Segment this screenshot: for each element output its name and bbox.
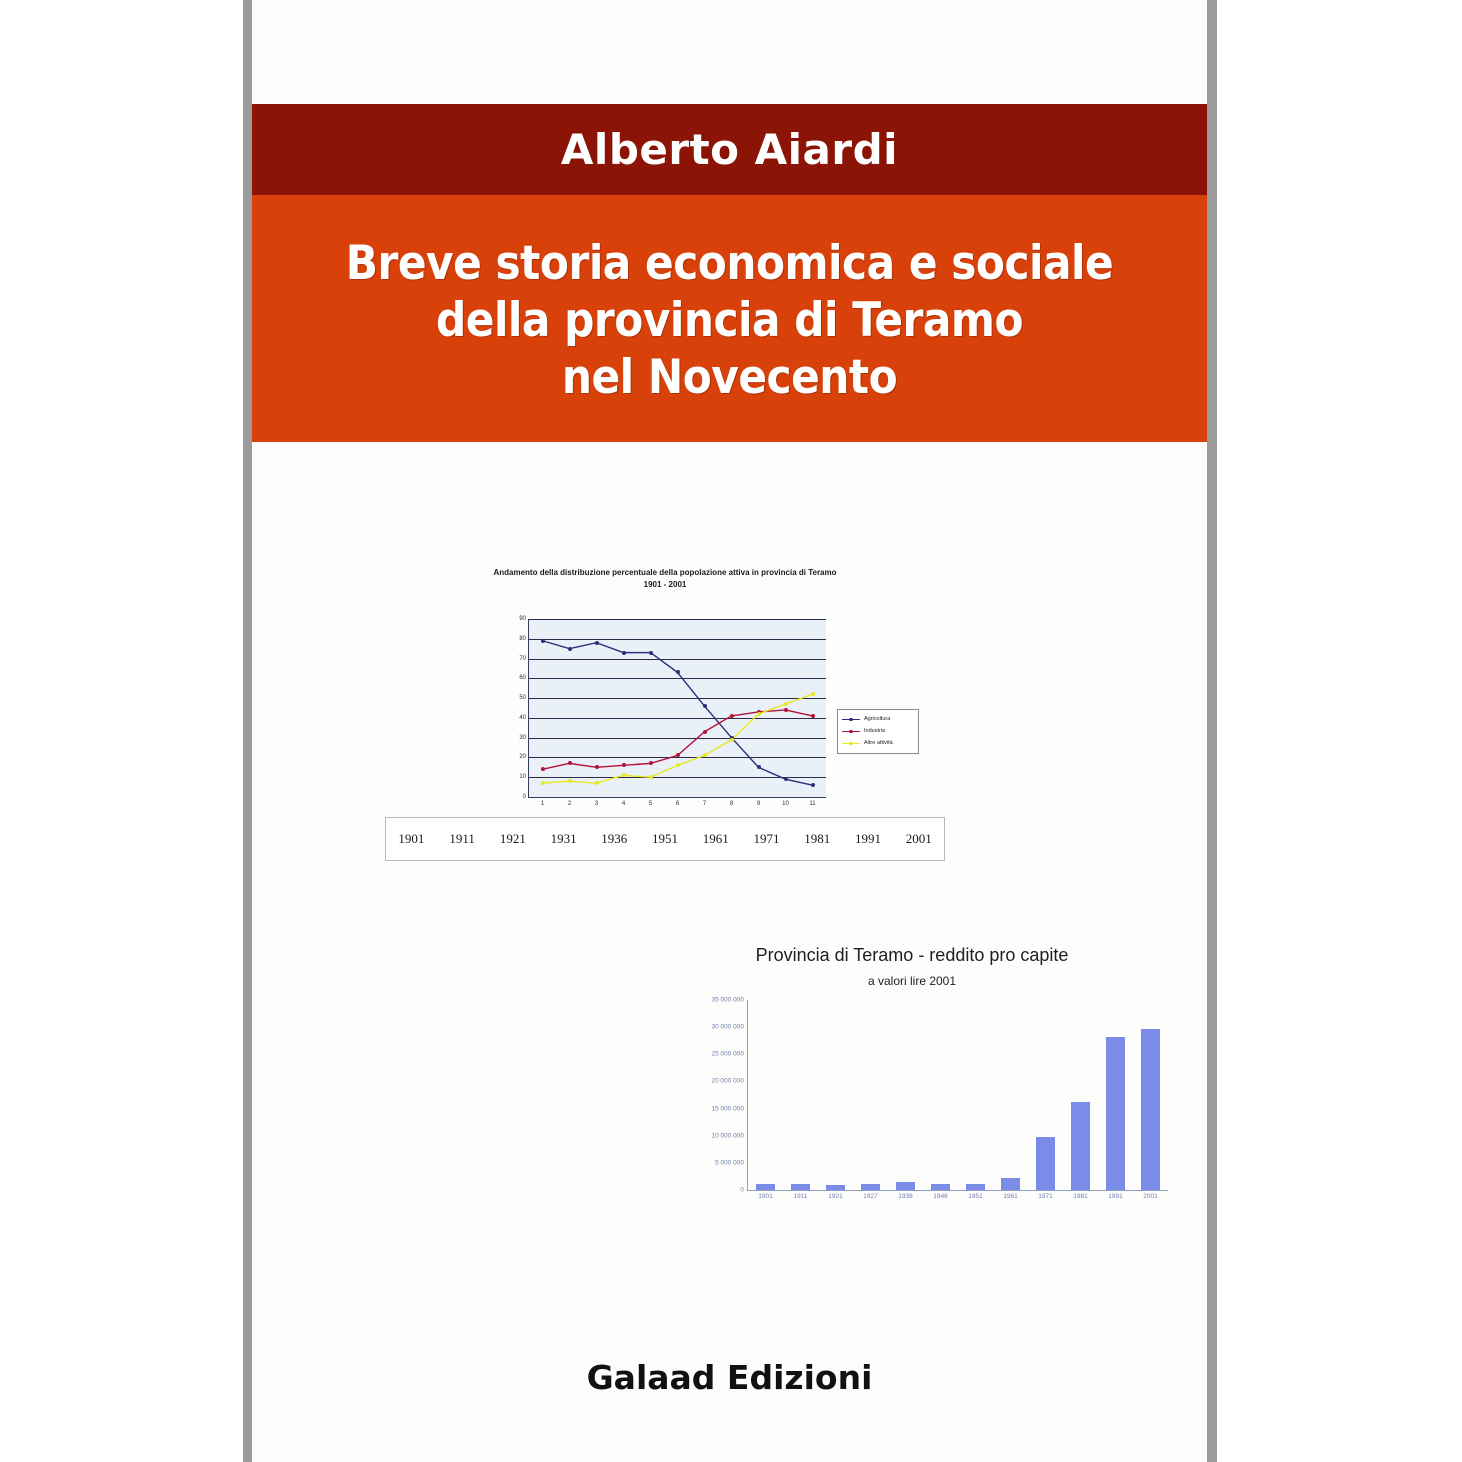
bar (1036, 1137, 1055, 1190)
bar-chart-x-tick-label: 1946 (933, 1193, 948, 1200)
legend-item-agricoltura (842, 713, 914, 725)
data-point-marker (730, 738, 734, 742)
data-point-marker (649, 651, 653, 655)
bar (756, 1184, 775, 1190)
data-point-marker (676, 670, 680, 674)
x-axis-tick-label: 10 (782, 801, 789, 807)
cover-frame-right (1207, 0, 1217, 1462)
data-point-marker (703, 753, 707, 757)
data-point-marker (676, 753, 680, 757)
y-axis-tick-label: 20 (519, 754, 526, 761)
x-axis-tick-label: 2 (567, 801, 572, 807)
bar-chart-x-tick-label: 1961 (1003, 1193, 1018, 1200)
x-axis-tick-label: 11 (809, 801, 816, 807)
bar-chart-x-tick-label: 1991 (1108, 1193, 1123, 1200)
year-label-cell: 1951 (652, 831, 679, 846)
publisher-name: Galaad Edizioni (586, 1358, 873, 1397)
bar (1106, 1037, 1125, 1190)
year-label-table (385, 817, 945, 861)
bar (791, 1184, 810, 1190)
author-name: Alberto Aiardi (560, 125, 899, 174)
bar-chart-y-tick-label: 20 000 000 (711, 1077, 744, 1085)
bar (1141, 1029, 1160, 1190)
bar-chart-x-tick-label: 1901 (758, 1193, 773, 1200)
data-point-marker (568, 779, 572, 783)
bar-chart-x-tick-label: 1927 (863, 1193, 878, 1200)
data-point-marker (784, 777, 788, 781)
data-point-marker (811, 692, 815, 696)
cover-front (252, 0, 1207, 1462)
data-point-marker (676, 763, 680, 767)
year-label-cell: 1911 (449, 831, 475, 846)
bar (931, 1184, 950, 1190)
legend-item-altre-attivita (842, 737, 914, 749)
data-point-marker (622, 651, 626, 655)
bar-chart-income (627, 945, 1197, 1245)
cover-frame-left (243, 0, 252, 1462)
data-point-marker (568, 761, 572, 765)
year-label-cell: 1921 (499, 831, 526, 846)
bar-chart-plot-area (711, 996, 1168, 1200)
y-axis-tick-label: 80 (519, 635, 526, 642)
data-point-marker (622, 773, 626, 777)
bar-chart-y-tick-label: 10 000 000 (711, 1132, 744, 1140)
data-point-marker (784, 708, 788, 712)
year-label-cell: 1961 (702, 831, 729, 846)
bar-chart-x-tick-label: 1951 (968, 1193, 983, 1200)
y-axis-tick-label: 90 (519, 616, 526, 622)
data-point-marker (703, 704, 707, 708)
line-chart-title-text: Andamento della distribuzione percentuale della popolazione attiva in provincia di Teramo (493, 568, 837, 577)
y-axis-tick-label: 30 (519, 734, 526, 741)
legend-swatch-altre-attivita (842, 743, 860, 744)
legend-label-altre-attivita: Altre attività (864, 740, 893, 746)
book-title-line-3: nel Novecento (561, 350, 898, 406)
line-chart-population (385, 567, 1025, 912)
data-point-marker (730, 714, 734, 718)
data-point-marker (541, 781, 545, 785)
year-label-cell: 1936 (601, 831, 628, 846)
bar-chart-y-tick-label: 30 000 000 (711, 1023, 744, 1031)
bar-chart-x-tick-label: 1911 (793, 1193, 808, 1200)
legend-label-agricoltura: Agricoltura (864, 716, 891, 722)
year-label-cell: 1981 (804, 831, 831, 846)
data-point-marker (811, 783, 815, 787)
y-axis-tick-label: 50 (519, 695, 526, 702)
y-axis-tick-label: 70 (519, 655, 526, 662)
data-point-marker (703, 730, 707, 734)
y-axis-tick-label: 0 (522, 794, 526, 800)
bar-chart-x-tick-label: 1971 (1038, 1193, 1053, 1200)
line-chart-subtitle-text: 1901 - 2001 (643, 580, 687, 589)
legend-swatch-industria (842, 731, 860, 732)
bar-chart-y-tick-label: 15 000 000 (711, 1105, 744, 1113)
bar-chart-x-tick-label: 2001 (1143, 1193, 1158, 1200)
bar (1001, 1178, 1020, 1190)
line-chart-legend (837, 709, 919, 754)
bar (826, 1185, 845, 1190)
data-point-marker (595, 781, 599, 785)
x-axis-tick-label: 8 (729, 801, 734, 807)
data-point-marker (595, 765, 599, 769)
year-label-cell: 1971 (753, 831, 780, 846)
legend-label-industria: Industria (864, 728, 886, 734)
bar (861, 1184, 880, 1191)
line-series-svg (529, 619, 826, 797)
bar-chart-y-tick-label: 5 000 000 (715, 1159, 744, 1167)
bar-chart-y-tick-label: 0 (740, 1186, 744, 1194)
data-point-marker (649, 775, 653, 779)
y-axis-tick-label: 10 (519, 774, 526, 781)
x-axis-tick-label: 3 (594, 801, 599, 807)
y-axis-tick-label: 40 (519, 714, 526, 721)
y-axis-tick-label: 60 (519, 675, 526, 682)
book-title-line-1: Breve storia economica e sociale (345, 235, 1114, 291)
year-label-cell: 1901 (398, 831, 425, 846)
line-chart-plot-area (519, 616, 826, 807)
data-point-marker (784, 702, 788, 706)
data-point-marker (622, 763, 626, 767)
x-axis-tick-label: 1 (540, 801, 545, 807)
x-axis-tick-label: 6 (675, 801, 680, 807)
bar-chart-x-tick-label: 1981 (1073, 1193, 1088, 1200)
bar (896, 1182, 915, 1190)
data-point-marker (649, 761, 653, 765)
data-point-marker (595, 641, 599, 645)
x-axis-tick-label: 7 (702, 801, 707, 807)
x-axis-tick-label: 5 (648, 801, 653, 807)
bar-chart-y-tick-label: 35 000 000 (711, 996, 744, 1004)
bar-chart-x-tick-label: 1938 (898, 1193, 913, 1200)
bar-chart-y-tick-label: 25 000 000 (711, 1050, 744, 1058)
x-axis-tick-label: 9 (756, 801, 761, 807)
bar (966, 1184, 985, 1191)
data-point-marker (568, 647, 572, 651)
x-axis-tick-label: 4 (621, 801, 626, 807)
data-point-marker (757, 712, 761, 716)
legend-swatch-agricoltura (842, 719, 860, 720)
year-label-cell: 2001 (905, 831, 932, 846)
author-band (252, 104, 1207, 195)
bar-chart-title: Provincia di Teramo - reddito pro capite (755, 945, 1069, 965)
bar-chart-subtitle: a valori lire 2001 (867, 974, 957, 988)
data-point-marker (757, 765, 761, 769)
data-point-marker (811, 714, 815, 718)
title-band (252, 195, 1207, 442)
year-label-cell: 1991 (854, 831, 881, 846)
year-label-cell: 1931 (550, 831, 577, 846)
bar (1071, 1102, 1090, 1190)
legend-item-industria (842, 725, 914, 737)
bar-chart-x-tick-label: 1921 (828, 1193, 843, 1200)
data-point-marker (541, 639, 545, 643)
book-title-line-2: della provincia di Teramo (435, 292, 1024, 348)
line-chart-title (385, 567, 945, 591)
data-point-marker (541, 767, 545, 771)
